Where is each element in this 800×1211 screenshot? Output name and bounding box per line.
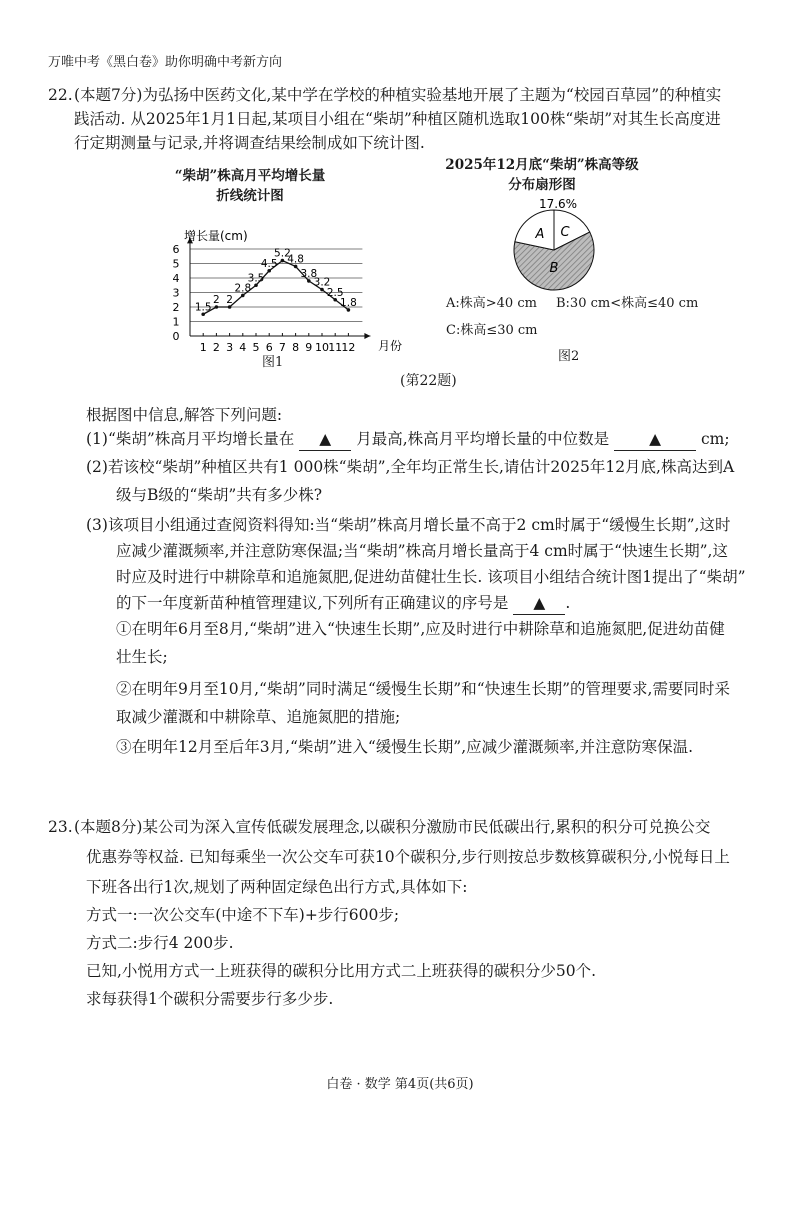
figure-1-label: 图1 — [262, 355, 284, 370]
y-tick-label: 4 — [172, 272, 180, 285]
question-tag: (第22题) — [400, 373, 457, 389]
pie-label-a: A — [535, 227, 545, 242]
q22-part-3-line-2: 应减少灌溉频率,并注意防寒保温;当“柴胡”株高月增长量高于4 cm时属于“快速生长期”,这 — [116, 542, 728, 560]
q22-option-3: ③在明年12月至后年3月,“柴胡”进入“缓慢生长期”,应减少灌溉频率,并注意防寒保温. — [116, 738, 693, 756]
data-label: 2.8 — [234, 282, 252, 295]
q23-given: 已知,小悦用方式一上班获得的碳积分比用方式二上班获得的碳积分少50个. — [86, 962, 597, 980]
q23-line-2: 优惠券等权益. 已知每乘坐一次公交车可获10个碳积分,步行则按总步数核算碳积分,小悦每日上 — [86, 848, 730, 866]
data-label: 4.8 — [287, 253, 304, 266]
chart1-y-ticks — [173, 243, 180, 343]
chart1-series — [195, 248, 357, 316]
line-chart — [160, 222, 420, 382]
pie-label-c-percent: 17.6% — [538, 197, 578, 211]
data-label: 1.8 — [340, 296, 357, 309]
x-tick-label: 2 — [212, 341, 220, 354]
data-label: 3.5 — [247, 272, 265, 285]
chart1-x-axis-label: 月份 — [378, 339, 403, 353]
data-label: 5.2 — [274, 247, 291, 260]
data-label: 3.8 — [300, 267, 318, 280]
x-tick-label: 11 — [328, 341, 343, 354]
x-tick-label: 5 — [252, 341, 260, 354]
x-tick-label: 4 — [239, 341, 247, 354]
y-tick-label: 5 — [172, 257, 180, 271]
x-tick-label: 7 — [278, 341, 286, 354]
pie-legend-b: B:30 cm<株高≤40 cm — [556, 296, 699, 311]
q22-part-3-line-1: (3)该项目小组通过查阅资料得知:当“柴胡”株高月增长量不高于2 cm时属于“缓慢生长期”,这时 — [86, 516, 731, 534]
chart2-subtitle: 分布扇形图 — [508, 177, 576, 193]
data-label: 2 — [213, 294, 220, 306]
chart2-caption — [432, 155, 652, 195]
y-tick-label: 0 — [172, 330, 180, 343]
y-tick-label: 6 — [172, 243, 180, 256]
q22-part-3-end: . — [565, 594, 571, 612]
q22-part-3-line-4 — [116, 592, 570, 615]
q23-line-3: 下班各出行1次,规划了两种固定绿色出行方式,具体如下: — [86, 878, 468, 896]
page-footer: 白卷 · 数学 第4页(共6页) — [326, 1077, 474, 1092]
x-tick-label: 9 — [305, 341, 313, 354]
data-label: 2 — [226, 294, 233, 306]
data-label: 1.5 — [194, 301, 212, 314]
y-tick-label: 3 — [172, 286, 180, 300]
q22-option-1-line-1: ①在明年6月至8月,“柴胡”进入“快速生长期”,应及时进行中耕除草和追施氮肥,促进幼苗健 — [116, 620, 725, 638]
figure-2-label: 图2 — [558, 349, 580, 364]
answer-blank-month[interactable]: ▲ — [299, 428, 351, 451]
answer-blank-suggestions[interactable]: ▲ — [513, 592, 565, 615]
x-tick-label: 10 — [315, 341, 329, 354]
chart1-subtitle: 折线统计图 — [216, 188, 284, 204]
x-tick-label: 8 — [292, 341, 300, 354]
x-axis-arrow — [364, 333, 370, 339]
answer-blank-median[interactable]: ▲ — [614, 428, 696, 451]
q23-method-2: 方式二:步行4 200步. — [86, 934, 234, 952]
q22-option-1-line-2: 壮生长; — [116, 648, 168, 666]
q22-part-2-line-1: (2)若该校“柴胡”种植区共有1 000株“柴胡”,全年均正常生长,请估计2025年12月底,株高达到A — [86, 458, 735, 476]
q22-line-1: (本题7分)为弘扬中医药文化,某中学在学校的种植实验基地开展了主题为“校园百草园”的种植实 — [74, 86, 722, 104]
y-tick-label: 2 — [172, 301, 180, 314]
q22-option-2-line-1: ②在明年9月至10月,“柴胡”同时满足“缓慢生长期”和“快速生长期”的管理要求,需要同时采 — [116, 680, 730, 698]
x-tick-label: 1 — [199, 341, 207, 354]
exam-series-header: 万唯中考《黑白卷》助你明确中考新方向 — [48, 55, 283, 70]
q22-number: 22. — [48, 86, 73, 104]
q22-intro: 根据图中信息,解答下列问题: — [86, 406, 283, 424]
q22-part-3-line-3: 时应及时进行中耕除草和追施氮肥,促进幼苗健壮生长. 该项目小组结合统计图1提出了“柴胡” — [116, 568, 746, 586]
q23-ask: 求每获得1个碳积分需要步行多少步. — [86, 990, 334, 1008]
pie-label-b: B — [549, 261, 559, 276]
q22-part-2-line-2: 级与B级的“柴胡”共有多少株? — [116, 486, 323, 504]
pie-legend-a: A:株高>40 cm — [446, 296, 537, 311]
y-tick-label: 1 — [172, 315, 180, 329]
q22-part-1-text-a: (1)“柴胡”株高月平均增长量在 — [86, 430, 295, 448]
q22-line-3: 行定期测量与记录,并将调查结果绘制成如下统计图. — [74, 134, 425, 152]
chart1-title: “柴胡”株高月平均增长量 — [174, 168, 326, 184]
pie-label-c: C — [560, 225, 570, 240]
q23-number: 23. — [48, 818, 73, 836]
pie-slices — [514, 210, 594, 290]
chart1-y-axis-label: 增长量(cm) — [184, 229, 248, 243]
q22-part-1 — [86, 428, 730, 451]
pie-chart — [490, 194, 620, 294]
pie-legend-c: C:株高≤30 cm — [446, 323, 538, 338]
q22-line-2: 践活动. 从2025年1月1日起,某项目小组在“柴胡”种植区随机选取100株“柴胡”对其生长高度进 — [74, 110, 721, 128]
q22-part-1-text-c: cm; — [701, 430, 730, 448]
x-tick-label: 3 — [226, 341, 234, 354]
data-label: 3.2 — [313, 276, 331, 289]
q23-line-1: (本题8分)某公司为深入宣传低碳发展理念,以碳积分激励市民低碳出行,累积的积分可兑换公交 — [74, 818, 711, 836]
chart1-caption — [140, 166, 360, 206]
q23-method-1: 方式一:一次公交车(中途不下车)+步行600步; — [86, 906, 400, 924]
q22-part-1-text-b: 月最高,株高月平均增长量的中位数是 — [356, 430, 610, 448]
chart2-title: 2025年12月底“柴胡”株高等级 — [445, 157, 639, 173]
q22-part-3-line-4-text: 的下一年度新苗种植管理建议,下列所有正确建议的序号是 — [116, 594, 509, 612]
x-tick-label: 6 — [265, 341, 273, 354]
q22-option-2-line-2: 取减少灌溉和中耕除草、追施氮肥的措施; — [116, 708, 401, 726]
x-tick-label: 12 — [341, 341, 356, 354]
data-label: 4.5 — [260, 257, 278, 270]
data-label: 2.5 — [326, 286, 344, 299]
